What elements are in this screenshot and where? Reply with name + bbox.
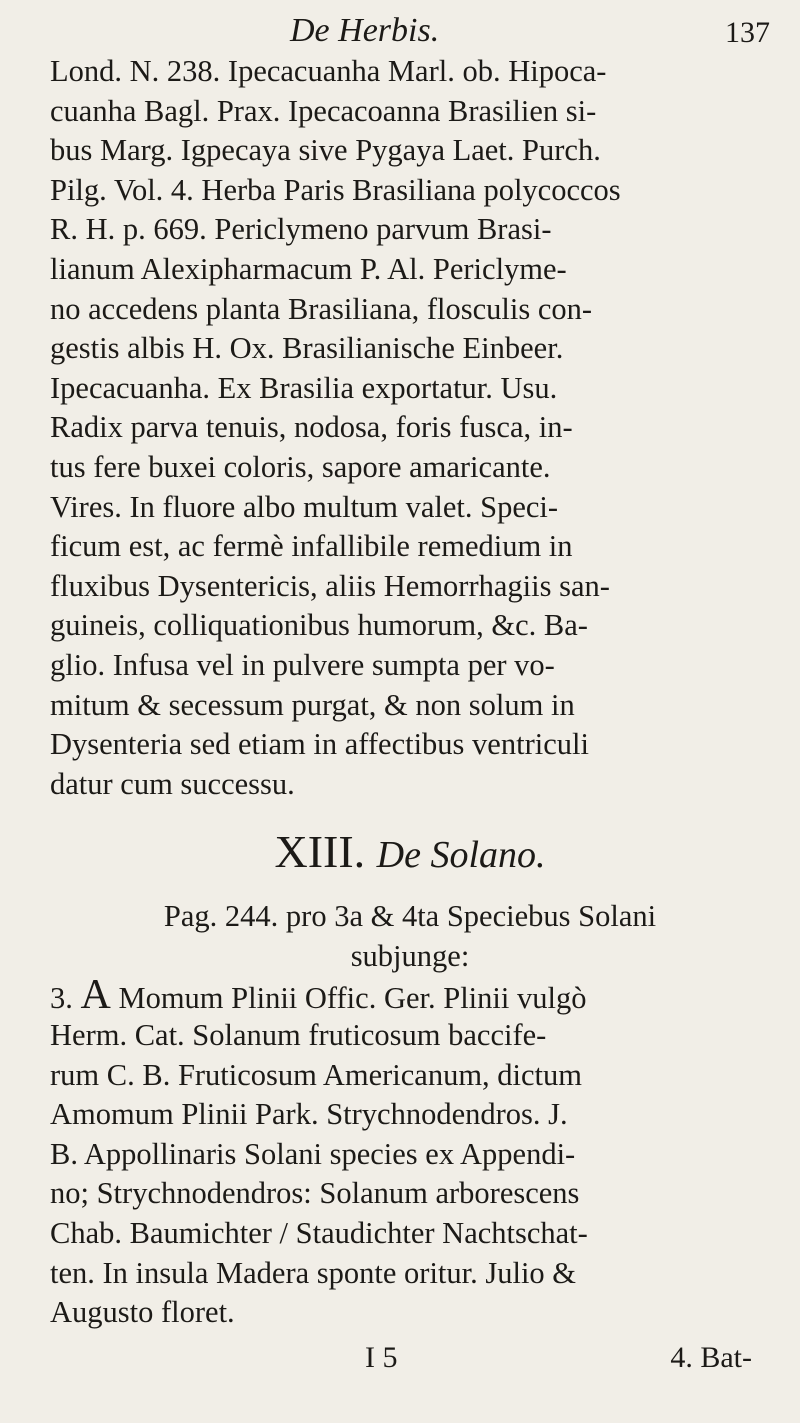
text-line: datur cum successu. bbox=[50, 766, 295, 801]
text-line: ten. In insula Madera sponte oritur. Julio & bbox=[50, 1255, 577, 1290]
text-line: fluxibus Dysentericis, aliis Hemorrhagiis san- bbox=[50, 568, 610, 603]
first-line-text: Momum Plinii Offic. Ger. Plinii vulgò bbox=[118, 981, 587, 1016]
subheading-line: Pag. 244. pro 3a & 4ta Speciebus Solani bbox=[163, 899, 657, 934]
running-title: De Herbis. bbox=[290, 12, 440, 49]
drop-cap: A bbox=[80, 972, 111, 1019]
text-line: cuanha Bagl. Prax. Ipecacoanna Brasilien si- bbox=[50, 93, 597, 128]
page-footer bbox=[50, 1339, 770, 1389]
text-line bbox=[50, 972, 770, 1019]
text-line: Vires. In fluore albo multum valet. Speci- bbox=[50, 489, 559, 524]
text-line: ficum est, ac fermè infallibile remedium in bbox=[50, 529, 573, 564]
text-line: Radix parva tenuis, nodosa, foris fusca, in- bbox=[50, 410, 573, 445]
lead-number: 3. bbox=[50, 981, 73, 1016]
text-line: Pilg. Vol. 4. Herba Paris Brasiliana polycoccos bbox=[50, 172, 621, 207]
section-heading bbox=[50, 816, 770, 891]
catchword: 4. Bat- bbox=[670, 1340, 752, 1374]
text-line: Ipecacuanha. Ex Brasilia exportatur. Usu. bbox=[50, 370, 558, 405]
text-line: glio. Infusa vel in pulvere sumpta per vo- bbox=[50, 647, 555, 682]
text-line: R. H. p. 669. Periclymeno parvum Brasi- bbox=[50, 212, 552, 247]
section-number: XIII. bbox=[274, 826, 366, 878]
page-number: 137 bbox=[725, 16, 770, 49]
text-line: rum C. B. Fruticosum Americanum, dictum bbox=[50, 1057, 583, 1092]
text-line: B. Appollinaris Solani species ex Appendi- bbox=[50, 1136, 576, 1171]
paragraph-solanum bbox=[50, 972, 770, 1332]
text-line: no; Strychnodendros: Solanum arborescens bbox=[50, 1176, 580, 1211]
text-line: gestis albis H. Ox. Brasilianische Einbeer. bbox=[50, 331, 564, 366]
text-line: mitum & secessum purgat, & non solum in bbox=[50, 687, 575, 722]
text-line: Dysenteria sed etiam in affectibus ventriculi bbox=[50, 727, 589, 762]
text-line: Herm. Cat. Solanum fruticosum baccife- bbox=[50, 1018, 547, 1053]
text-line: Augusto floret. bbox=[50, 1295, 235, 1330]
text-line: Lond. N. 238. Ipecacuanha Marl. ob. Hipoca- bbox=[50, 54, 607, 88]
text-line: Chab. Baumichter / Staudichter Nachtschat- bbox=[50, 1216, 588, 1251]
paragraph-ipecacuanha bbox=[50, 52, 770, 804]
text-line: lianum Alexipharmacum P. Al. Periclyme- bbox=[50, 251, 567, 286]
text-line: tus fere buxei coloris, sapore amaricante. bbox=[50, 449, 551, 484]
subheading bbox=[50, 897, 770, 976]
text-line: Amomum Plinii Park. Strychnodendros. J. bbox=[50, 1097, 568, 1132]
page-header bbox=[50, 12, 770, 52]
text-line: bus Marg. Igpecaya sive Pygaya Laet. Purch. bbox=[50, 133, 601, 168]
signature-mark: I 5 bbox=[365, 1340, 398, 1374]
text-line: no accedens planta Brasiliana, flosculis con- bbox=[50, 291, 593, 326]
section-title: De Solano. bbox=[376, 834, 546, 877]
subheading-line: subjunge: bbox=[350, 938, 470, 973]
text-line: guineis, colliquationibus humorum, &c. Ba- bbox=[50, 608, 588, 643]
